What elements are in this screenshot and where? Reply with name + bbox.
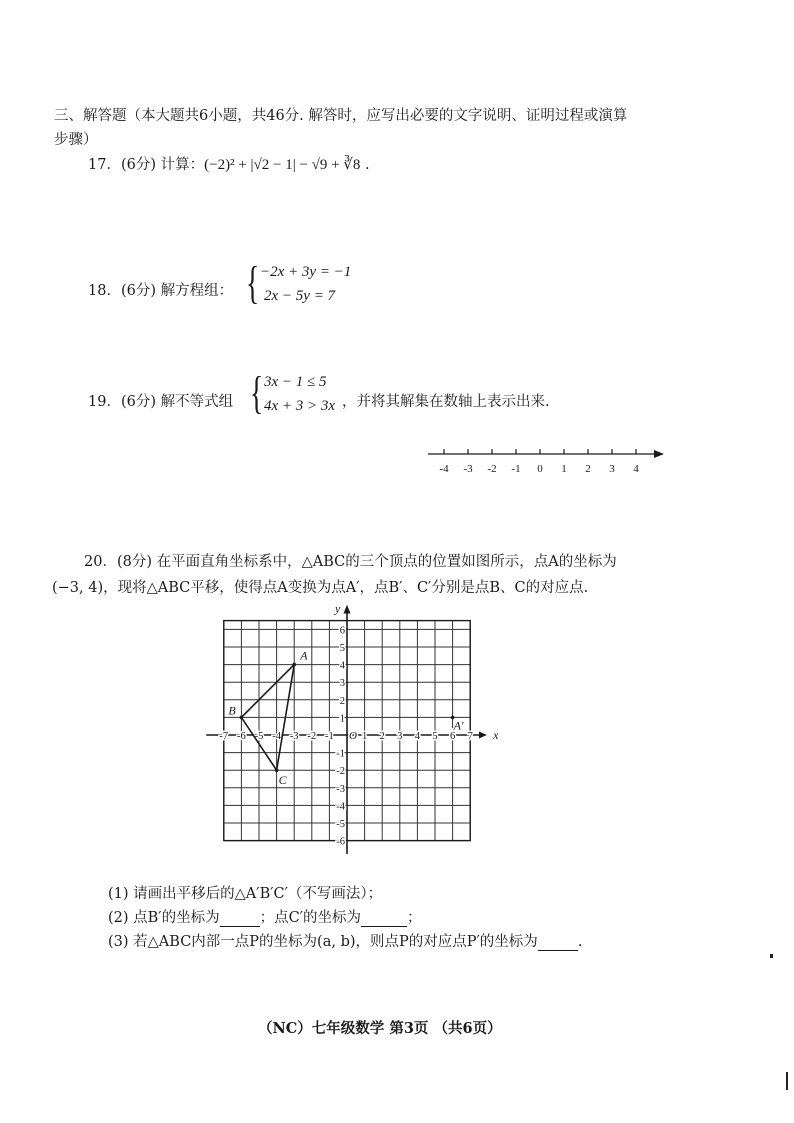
y-tick-label: -6 — [336, 836, 345, 848]
number-line-tick-label: 4 — [633, 463, 639, 475]
brace-icon: { — [246, 257, 260, 308]
q18-label: 18．(6分) 解方程组： — [88, 283, 234, 299]
x-axis-label: x — [493, 728, 499, 742]
x-tick-label: -5 — [254, 731, 264, 742]
q17-label: 17．(6分) 计算：(−2)² + |√2 − 1| − √9 + ∛8 . — [88, 157, 370, 173]
q18-equation-system — [246, 257, 376, 310]
x-tick-label: 2 — [379, 731, 385, 742]
x-tick-label: 3 — [397, 731, 403, 742]
y-tick-label: 3 — [339, 678, 345, 690]
page-footer: （NC）七年级数学 第3页 （共6页） — [258, 1020, 502, 1037]
point-label: B — [228, 703, 236, 718]
point-label: A′ — [453, 718, 464, 733]
y-tick-label: 4 — [339, 660, 345, 672]
number-line-tick-label: 2 — [585, 463, 591, 475]
y-tick-label: 1 — [339, 713, 345, 725]
y-tick-label: 2 — [339, 695, 345, 707]
q20-sub3: (3) 若△ABC内部一点P的坐标为(a, b)，则点P的对应点P′的坐标为 . — [108, 934, 583, 950]
number-line-tick-label: -4 — [439, 463, 449, 475]
q19-inequality-system — [250, 367, 350, 420]
y-tick-label: 6 — [339, 625, 345, 637]
x-tick-label: 1 — [361, 731, 368, 742]
y-tick-label: -1 — [336, 748, 345, 760]
q17-expression: (−2)² + |√2 − 1| − √9 + ∛8 — [204, 157, 361, 173]
y-axis-label: y — [335, 601, 341, 616]
section-heading: 三、解答题（本大题共6小题，共46分. 解答时，应写出必要的文字说明、证明过程或演算 — [54, 108, 628, 124]
q20-line2: (−3, 4)，现将△ABC平移，使得点A变换为点A′，点B′、C′分别是点B、C的对应点. — [52, 580, 589, 596]
x-tick-label: -1 — [325, 731, 334, 742]
arrow-up-icon — [344, 605, 351, 614]
number-line-tick-label: 1 — [561, 463, 567, 475]
q19-inequality-1: 3x − 1 ≤ 5 — [264, 374, 327, 390]
number-line-tick-label: -1 — [511, 463, 521, 475]
number-line — [420, 440, 680, 480]
point-label: C — [278, 773, 287, 788]
point-a — [292, 663, 296, 667]
coordinate-grid — [205, 594, 505, 854]
point-b — [240, 716, 244, 720]
answer-blank-c-prime[interactable] — [361, 910, 407, 927]
answer-blank-b-prime[interactable] — [220, 910, 260, 927]
y-tick-label: -5 — [336, 819, 345, 830]
y-tick-label: 5 — [339, 643, 345, 654]
x-tick-label: 5 — [432, 731, 438, 742]
scan-mark — [786, 1072, 788, 1090]
q20-sub1: (1) 请画出平移后的△A′B′C′（不写画法）； — [108, 886, 383, 902]
x-tick-label: 6 — [449, 731, 456, 742]
brace-icon: { — [250, 367, 264, 418]
x-tick-label: -7 — [219, 731, 229, 742]
section-heading-cont: 步骤） — [54, 132, 98, 148]
q18-equation-1: −2x + 3y = −1 — [260, 264, 352, 280]
number-line-tick-label: -2 — [487, 463, 497, 475]
x-tick-label: -3 — [289, 731, 299, 742]
q18-equation-2: 2x − 5y = 7 — [264, 288, 336, 304]
origin-label: O — [349, 730, 357, 742]
q19-inequality-2: 4x + 3 > 3x — [264, 398, 336, 414]
x-tick-label: -6 — [237, 731, 246, 742]
arrow-right-icon — [654, 450, 664, 458]
number-line-tick-label: -3 — [463, 463, 473, 475]
answer-blank-p-prime[interactable] — [538, 934, 578, 951]
scan-mark — [770, 954, 773, 958]
q20-sub2: (2) 点B′的坐标为 ；点C′的坐标为 ； — [108, 910, 422, 926]
q19-suffix: ，并将其解集在数轴上表示出来. — [342, 394, 550, 410]
y-tick-label: -2 — [336, 766, 345, 778]
x-tick-label: 7 — [467, 731, 473, 742]
point-label: A — [300, 648, 308, 663]
q19-label: 19．(6分) 解不等式组 — [88, 394, 234, 410]
point-c — [275, 768, 279, 772]
q20-line1: 20．(8分) 在平面直角坐标系中，△ABC的三个顶点的位置如图所示，点A的坐标为 — [84, 554, 617, 570]
arrow-right-icon — [479, 732, 487, 739]
y-tick-label: -4 — [336, 801, 345, 813]
y-tick-label: -3 — [336, 783, 345, 795]
x-tick-label: -2 — [307, 731, 317, 742]
x-tick-label: 4 — [414, 731, 421, 742]
number-line-tick-label: 0 — [537, 463, 543, 475]
number-line-tick-label: 3 — [609, 463, 615, 475]
x-tick-label: -4 — [272, 731, 281, 742]
